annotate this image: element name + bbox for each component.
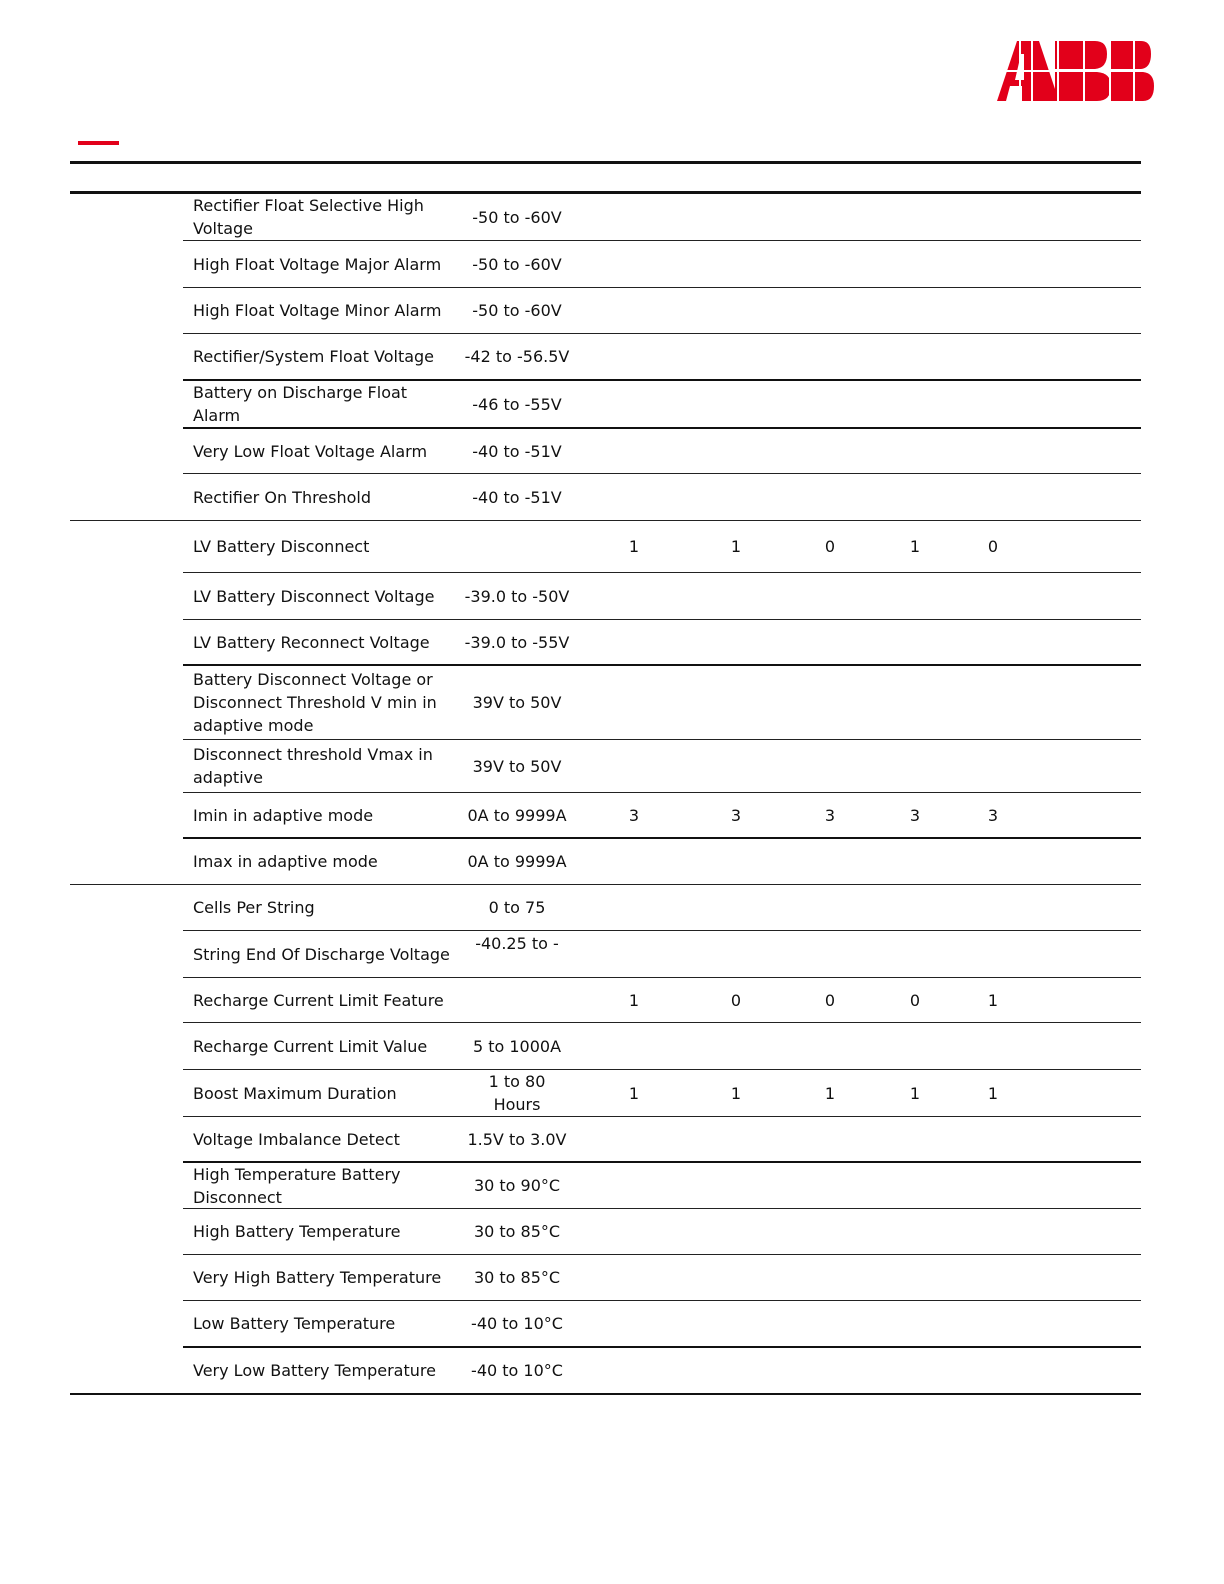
row-value: 0	[730, 990, 742, 1010]
row-value: 1	[909, 1083, 921, 1103]
table-row	[0, 839, 1224, 884]
row-value: 1	[909, 537, 921, 556]
row-value: 1	[824, 1083, 836, 1103]
table-row	[0, 241, 1224, 287]
table-row	[0, 288, 1224, 333]
table-row	[0, 885, 1224, 930]
row-label: Rectifier On Threshold	[193, 487, 372, 507]
row-label: Recharge Current Limit Feature	[193, 990, 444, 1010]
row-label: Very High Battery Temperature	[193, 1268, 442, 1287]
table-row	[0, 1117, 1224, 1161]
row-range: 39V to 50V	[472, 756, 562, 776]
row-value: 0	[824, 990, 836, 1010]
row-range: 30 to 85°C	[473, 1268, 561, 1287]
row-range	[455, 521, 579, 572]
table-row	[0, 194, 1224, 240]
row-range: -40 to -51V	[472, 487, 562, 507]
row-label: String End Of Discharge Voltage	[193, 944, 450, 964]
table-bottom-rule	[70, 1393, 1141, 1395]
row-value: 1	[628, 1083, 640, 1103]
table-row	[0, 1023, 1224, 1069]
row-range: -42 to -56.5V	[464, 347, 570, 366]
table-row	[0, 666, 1224, 739]
table-row	[0, 931, 1224, 977]
row-value: 1	[628, 990, 640, 1010]
table-row	[0, 1209, 1224, 1254]
table-row	[0, 521, 1224, 572]
row-range: 5 to 1000A	[472, 1036, 562, 1056]
table-row	[0, 381, 1224, 427]
row-label: Boost Maximum Duration	[193, 1083, 397, 1103]
row-value: 1	[987, 990, 999, 1010]
row-range: -50 to -60V	[472, 254, 562, 274]
row-range: -50 to -60V	[472, 301, 562, 320]
row-label: Battery on Discharge Float Alarm	[193, 383, 408, 425]
row-label: Battery Disconnect Voltage or Disconnect Threshold V min in adaptive mode	[193, 670, 437, 735]
row-value: 0	[909, 990, 921, 1010]
table-row	[0, 573, 1224, 619]
row-range: -40 to -51V	[472, 441, 562, 461]
row-label: Recharge Current Limit Value	[193, 1036, 428, 1056]
row-label: LV Battery Reconnect Voltage	[193, 632, 430, 652]
table-row	[0, 740, 1224, 792]
row-range: 30 to 85°C	[473, 1222, 561, 1241]
row-label: Very Low Battery Temperature	[193, 1361, 436, 1380]
row-range: -40.25 to -	[475, 933, 559, 953]
row-label: High Battery Temperature	[193, 1222, 401, 1241]
row-range: -46 to -55V	[472, 394, 562, 414]
row-range: -40 to 10°C	[471, 1361, 563, 1380]
row-label: Rectifier/System Float Voltage	[193, 347, 435, 366]
row-range: 0 to 75	[488, 898, 546, 917]
row-range: 1.5V to 3.0V	[467, 1129, 567, 1149]
row-label: High Float Voltage Minor Alarm	[193, 301, 442, 320]
table-row	[0, 620, 1224, 664]
row-range: 0A to 9999A	[467, 805, 567, 825]
row-label: High Float Voltage Major Alarm	[193, 254, 442, 274]
row-value: 1	[730, 1083, 742, 1103]
row-range: -50 to -60V	[472, 207, 562, 227]
table-row	[0, 1255, 1224, 1300]
row-range: 1 to 80 Hours	[488, 1072, 546, 1114]
row-value: 1	[987, 1083, 999, 1103]
row-value: 0	[824, 537, 836, 556]
row-range	[455, 978, 579, 1022]
table-row	[0, 978, 1224, 1022]
row-label: Low Battery Temperature	[193, 1314, 396, 1333]
row-label: LV Battery Disconnect	[193, 537, 370, 556]
row-label: High Temperature Battery Disconnect	[193, 1164, 401, 1207]
row-value: 3	[909, 805, 921, 825]
row-label: LV Battery Disconnect Voltage	[193, 586, 435, 606]
row-label: Imin in adaptive mode	[193, 805, 374, 825]
row-value: 0	[987, 537, 999, 556]
table-row	[0, 429, 1224, 473]
row-label: Cells Per String	[193, 898, 315, 917]
row-range: 39V to 50V	[472, 693, 562, 712]
row-range: -39.0 to -50V	[464, 586, 570, 606]
row-label: Disconnect threshold Vmax in adaptive	[193, 745, 433, 787]
table-row	[0, 1348, 1224, 1393]
row-range: -40 to 10°C	[471, 1314, 563, 1333]
table-row	[0, 1163, 1224, 1208]
row-value: 1	[730, 537, 742, 556]
row-label: Imax in adaptive mode	[193, 852, 378, 871]
table-row	[0, 1301, 1224, 1346]
row-label: Very Low Float Voltage Alarm	[193, 441, 428, 461]
row-range: 30 to 90°C	[473, 1176, 561, 1195]
row-label: Rectifier Float Selective High Voltage	[193, 196, 424, 238]
row-value: 3	[987, 805, 999, 825]
table-row	[0, 1070, 1224, 1116]
table-row	[0, 474, 1224, 520]
table-row	[0, 334, 1224, 379]
row-value: 3	[628, 805, 640, 825]
row-label: Voltage Imbalance Detect	[193, 1129, 400, 1149]
row-range: 0A to 9999A	[467, 852, 567, 871]
table-row	[0, 793, 1224, 837]
row-value: 1	[628, 537, 640, 556]
row-value: 3	[824, 805, 836, 825]
row-range: -39.0 to -55V	[464, 632, 570, 652]
row-value: 3	[730, 805, 742, 825]
